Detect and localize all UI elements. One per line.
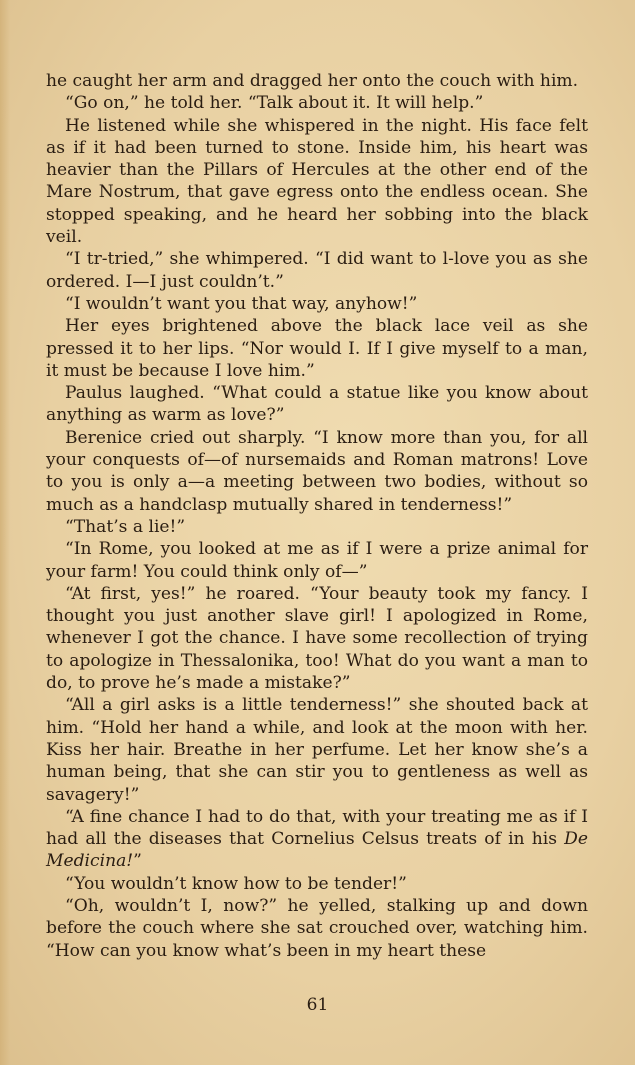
paragraph: “Oh, wouldn’t I, now?” he yelled, stalking up and down before the couch where she sat crouched over, watching him. “How can you know what’s been in my heart these bbox=[46, 895, 588, 961]
paragraph: “At first, yes!” he roared. “Your beauty took my fancy. I thought you just another slave girl! I apologized in Rome, whenever I got the chance. I have some recollection of trying to apologize in Thessalonika, too! What do you want a man to do, to prove he’s made a mistake?” bbox=[46, 583, 588, 694]
paragraph: “In Rome, you looked at me as if I were a prize animal for your farm! You could think only of—” bbox=[46, 539, 588, 582]
paragraph: “All a girl asks is a little tenderness!” she shouted back at him. “Hold her hand a while, and look at the moon with her. Kiss her hair. Breathe in her perfume. Let her know she’s a human being, that she can stir you to gentleness as well as savagery!” bbox=[46, 695, 588, 805]
paragraph-text: “A fine chance I had to do that, with your treating me as if I had all the diseases that Cornelius Celsus treats of in his bbox=[46, 806, 588, 850]
paragraph: Her eyes brightened above the black lace veil as she pressed it to her lips. “Nor would I. If I give myself to a man, it must be because I love him.” bbox=[46, 316, 588, 381]
paragraph: Paulus laughed. “What could a statue like you know about anything as warm as love?” bbox=[46, 383, 588, 426]
closing-quote: ” bbox=[133, 851, 142, 872]
paragraph: Berenice cried out sharply. “I know more than you, for all your conquests of—of nursemaids and Roman matrons! Love to you is only a—a meeting between two bodies, without so much as a handclasp mutually shared in tenderness!” bbox=[46, 427, 588, 515]
paragraph: “You wouldn’t know how to be tender!” bbox=[65, 873, 407, 894]
paragraph: “Go on,” he told her. “Talk about it. It will help.” bbox=[65, 93, 484, 114]
paragraph: “That’s a lie!” bbox=[65, 516, 186, 537]
paragraph bbox=[46, 806, 588, 873]
book-title-italic: De Medicina! bbox=[46, 829, 588, 872]
paragraph: he caught her arm and dragged her onto the couch with him. bbox=[46, 71, 579, 91]
page-number: 61 bbox=[306, 995, 329, 1015]
paragraph: “I wouldn’t want you that way, anyhow!” bbox=[65, 293, 418, 314]
paragraph: He listened while she whispered in the night. His face felt as if it had been turned to stone. Inside him, his heart was heavier than the Pillars of Hercules at the other end of the Mare Nostrum, that gave egress onto the endless ocean. She stopped speaking, and he heard her sobbing into the black veil. bbox=[46, 115, 588, 248]
paragraph: “I tr-tried,” she whimpered. “I did want to l-love you as she ordered. I—I just couldn’t.” bbox=[46, 249, 588, 292]
page-body-text bbox=[46, 70, 588, 962]
